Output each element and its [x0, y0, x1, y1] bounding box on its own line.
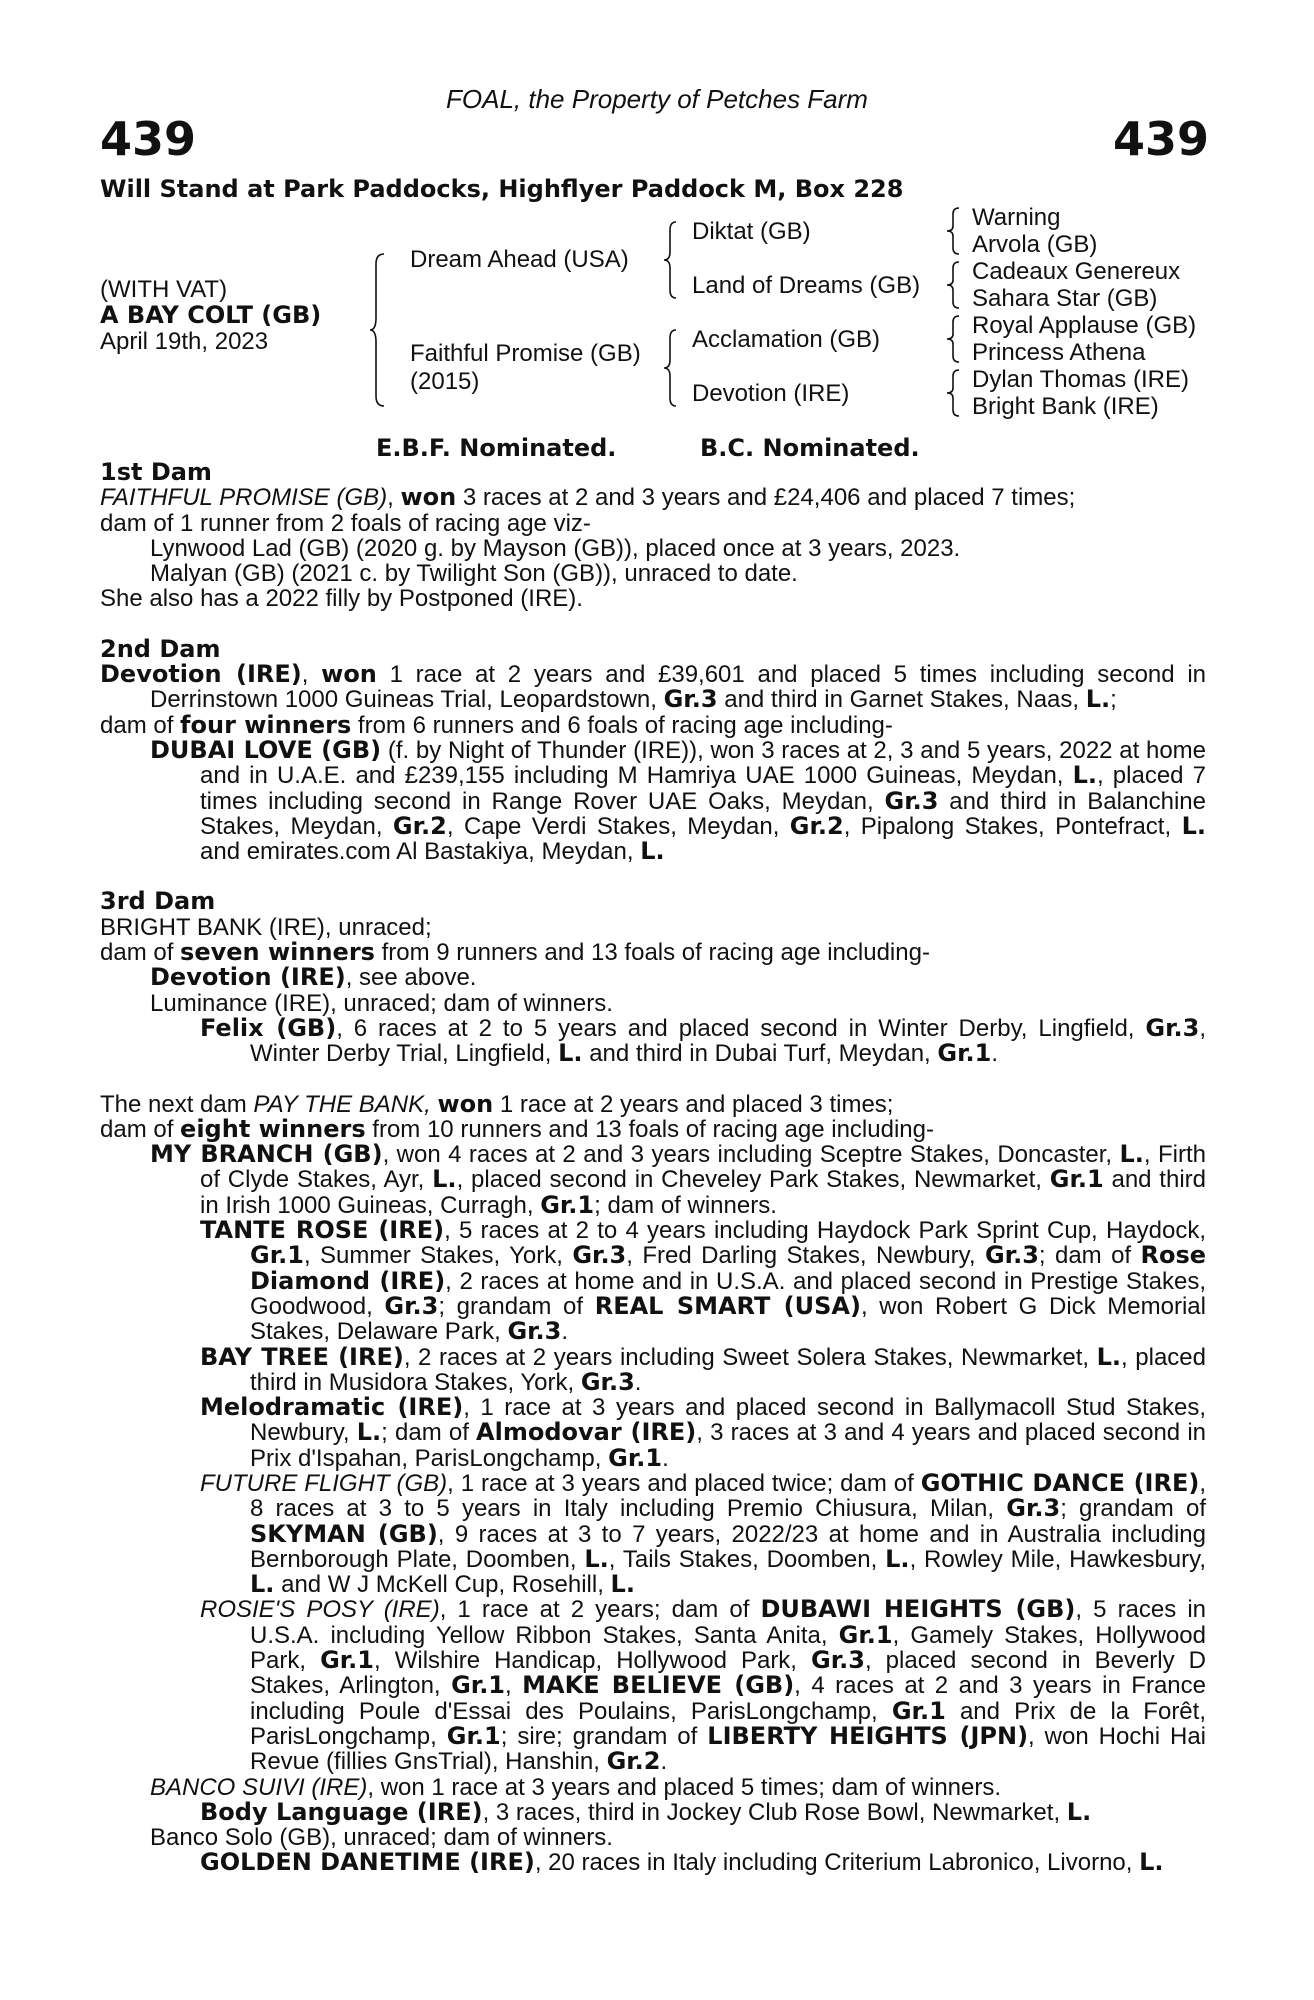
- record-text: dam of: [100, 1115, 181, 1143]
- luminance-entry: Luminance (IRE), unraced; dam of winners.: [150, 989, 613, 1017]
- record-text: , 1 race at 3 years and placed second in Ballymacoll Stud Stakes, Newbury,: [250, 1394, 1207, 1447]
- runner-name: DUBAWI HEIGHTS (GB): [760, 1595, 1076, 1624]
- listed-label: L.: [356, 1418, 382, 1447]
- record-text: , Tails Stakes, Doomben,: [608, 1545, 886, 1573]
- grade-label: Gr.2: [789, 811, 844, 840]
- record-text: dam of: [100, 711, 181, 739]
- listed-label: L.: [1139, 1848, 1164, 1877]
- listed-label: L.: [1085, 685, 1111, 714]
- first-dam-also: She also has a 2022 filly by Postponed (IRE).: [100, 585, 583, 613]
- record-text: .: [991, 1040, 998, 1068]
- grade-label: Gr.1: [250, 1241, 304, 1270]
- gp-sdd: Sahara Star (GB): [972, 285, 1158, 312]
- record-text: from 9 runners and 13 foals of racing age including-: [374, 939, 930, 967]
- won-label: won: [400, 483, 457, 512]
- record-text: .: [660, 1748, 668, 1776]
- gp-sds: Cadeaux Genereux: [972, 258, 1181, 285]
- vat-note: (WITH VAT): [100, 276, 228, 303]
- record-text: , 4 races at 2 and 3 years in France including Poule d'Essai des Poulains, ParisLongchamp,: [250, 1672, 1207, 1725]
- record-text: , placed second in Beverly D Stakes, Arlington,: [250, 1647, 1206, 1700]
- gp-brace-2: [945, 258, 963, 312]
- dam-brace: [662, 326, 682, 410]
- third-dam-heading: 3rd Dam: [100, 887, 216, 916]
- runner-name: BAY TREE (IRE): [200, 1342, 404, 1371]
- grade-label: Gr.1: [608, 1443, 663, 1472]
- record-text: , placed second in Cheveley Park Stakes, Newmarket,: [456, 1166, 1050, 1194]
- record-text: , 9 races at 3 to 7 years, 2022/23 at home and in Australia including Bernborough Plate, Doomben,: [250, 1520, 1207, 1573]
- listed-label: L.: [432, 1165, 457, 1194]
- grade-label: Gr.3: [884, 786, 939, 815]
- record-text: , won 1 race at 3 years and placed 5 times; dam of winners.: [367, 1773, 1002, 1801]
- grade-label: Gr.2: [392, 811, 447, 840]
- gp-sss: Warning: [972, 204, 1061, 231]
- record-text: and W J McKell Cup, Rosehill,: [274, 1571, 611, 1599]
- listed-label: L.: [1066, 1797, 1092, 1826]
- sire-name: Dream Ahead (USA): [410, 246, 629, 273]
- ebf-nomination: E.B.F. Nominated.: [376, 434, 617, 462]
- grade-label: Gr.3: [811, 1646, 865, 1675]
- grade-label: Gr.1: [838, 1620, 893, 1649]
- record-text: ; sire; grandam of: [500, 1722, 708, 1750]
- rosies-posy-entry: [100, 1597, 1206, 1774]
- runner-name: TANTE ROSE (IRE): [200, 1216, 445, 1245]
- pedigree-brace-main: [368, 250, 390, 410]
- grade-label: Gr.1: [540, 1190, 595, 1219]
- runner-name: BANCO SUIVI (IRE): [150, 1773, 368, 1801]
- record-text: , Wilshire Handicap, Hollywood Park,: [374, 1647, 812, 1675]
- dam-dam: Devotion (IRE): [692, 380, 850, 407]
- record-text: , 5 races in U.S.A. including Yellow Ribbon Stakes, Santa Anita,: [250, 1596, 1207, 1649]
- record-text: ;: [1110, 686, 1117, 714]
- bay-tree-entry: [100, 1342, 1206, 1396]
- record-text: , won Robert G Dick Memorial Stakes, Delaware Park,: [250, 1292, 1206, 1346]
- record-text: dam of: [100, 939, 181, 967]
- listed-label: L.: [640, 837, 665, 866]
- record-text: and emirates.com Al Bastakiya, Meydan,: [200, 838, 641, 866]
- dubai-love-entry: [100, 735, 1207, 866]
- record-text: and third in Garnet Stakes, Naas,: [717, 686, 1086, 714]
- listed-label: L.: [584, 1544, 609, 1573]
- record-text: 1 race at 2 years and placed 3 times;: [493, 1090, 894, 1118]
- my-branch-entry: [100, 1142, 1206, 1218]
- third-dam-line: BRIGHT BANK (IRE), unraced;: [100, 913, 432, 941]
- winners-count: eight winners: [180, 1114, 366, 1143]
- record-text: and third in Dubai Turf, Meydan,: [582, 1040, 938, 1068]
- banco-solo-entry: Banco Solo (GB), unraced; dam of winners.: [150, 1824, 613, 1852]
- runner-name: DUBAI LOVE (GB): [150, 735, 382, 764]
- bc-nomination: B.C. Nominated.: [700, 434, 920, 462]
- grade-label: Gr.3: [580, 1367, 635, 1396]
- record-text: , Fred Darling Stakes, Newbury,: [626, 1242, 985, 1270]
- next-dam-name: PAY THE BANK,: [253, 1090, 431, 1118]
- sire-sire: Diktat (GB): [692, 218, 811, 245]
- record-text: (f. by Night of Thunder (IRE)), won 3 races at 2, 3 and 5 years, 2022 at home and in U.A.E. and £239,155 including M Hamriya UAE 1000 Guineas, Meydan,: [200, 736, 1207, 790]
- runner-name: GOTHIC DANCE (IRE): [920, 1468, 1200, 1497]
- lot-number-left: 439: [100, 112, 197, 166]
- listed-label: L.: [1072, 761, 1098, 790]
- record-text: , 8 races at 3 to 5 years in Italy including Premio Chiusura, Milan,: [250, 1469, 1206, 1523]
- record-text: , Rowley Mile, Hawkesbury,: [909, 1545, 1207, 1573]
- listed-label: L.: [250, 1570, 275, 1599]
- catalogue-header: FOAL, the Property of Petches Farm: [446, 84, 868, 114]
- melodramatic-entry: [100, 1395, 1206, 1471]
- record-text: ; dam of winners.: [594, 1191, 777, 1219]
- winners-count: four winners: [180, 710, 352, 739]
- dam-year: (2015): [410, 368, 480, 395]
- grade-label: Gr.1: [451, 1671, 506, 1700]
- winners-count: seven winners: [180, 938, 375, 967]
- future-flight-entry: [100, 1468, 1207, 1599]
- record-text: .: [634, 1368, 642, 1396]
- felix-entry: [100, 1013, 1206, 1068]
- record-text: ; grandam of: [438, 1292, 595, 1320]
- gp-ssd: Arvola (GB): [972, 231, 1098, 258]
- record-text: , 1 race at 3 years and placed twice; dam of: [447, 1469, 921, 1497]
- runner-name: Almodovar (IRE): [476, 1418, 697, 1447]
- record-text: , 2 races at home and in U.S.A. and placed second in Prestige Stakes, Goodwood,: [250, 1267, 1207, 1320]
- record-text: , won 4 races at 2 and 3 years including Sceptre Stakes, Doncaster,: [382, 1141, 1120, 1169]
- record-text: , 2 races at 2 years including Sweet Solera Stakes, Newmarket,: [403, 1343, 1097, 1371]
- record-text: , 5 races at 2 to 4 years including Haydock Park Sprint Cup, Haydock,: [444, 1217, 1206, 1245]
- next-dam-produce: [100, 1114, 1206, 1143]
- runner-name: Rose Diamond (IRE): [250, 1241, 1207, 1295]
- runner-name: SKYMAN (GB): [250, 1519, 438, 1548]
- grade-label: Gr.3: [663, 685, 718, 714]
- record-text: from 6 runners and 6 foals of racing age including-: [351, 711, 893, 739]
- first-dam-record-text: 3 races at 2 and 3 years and £24,406 and placed 7 times;: [456, 484, 1076, 512]
- runner-name: Devotion (IRE): [150, 963, 346, 992]
- grade-label: Gr.1: [891, 1696, 946, 1725]
- record-text: .: [561, 1318, 569, 1346]
- runner-name: Body Language (IRE): [200, 1797, 483, 1826]
- record-text: , won Hochi Hai Revue (fillies GnsTrial), Hanshin,: [250, 1722, 1206, 1776]
- catalogue-page-body: [100, 460, 1206, 1876]
- record-text: , Gamely Stakes, Hollywood Park,: [250, 1621, 1207, 1675]
- body-language-entry: [100, 1797, 1206, 1826]
- record-text: from 10 runners and 13 foals of racing age including-: [365, 1115, 934, 1143]
- record-text: , placed 7 times including second in Range Rover UAE Oaks, Meydan,: [200, 762, 1206, 815]
- record-text: , Cape Verdi Stakes, Meydan,: [446, 812, 790, 840]
- first-dam-record: FAITHFUL PROMISE (GB), won 3 races at 2 and 3 years and £24,406 and placed 7 times;: [100, 483, 1076, 512]
- golden-danetime-entry: [100, 1850, 1206, 1875]
- runner-name: MY BRANCH (GB): [150, 1140, 383, 1169]
- record-text: and Prix de la Forêt, ParisLongchamp,: [250, 1697, 1206, 1750]
- record-text: , Pipalong Stakes, Pontefract,: [843, 812, 1182, 840]
- record-text: ; dam of: [381, 1419, 477, 1447]
- record-text: , Winter Derby Trial, Lingfield,: [250, 1014, 1206, 1068]
- second-dam-name: Devotion (IRE): [100, 660, 302, 689]
- listed-label: L.: [1181, 811, 1206, 840]
- grade-label: Gr.3: [507, 1317, 562, 1346]
- grade-label: Gr.1: [446, 1721, 501, 1750]
- runner-name: ROSIE'S POSY (IRE): [200, 1596, 440, 1624]
- won-label: won: [437, 1089, 494, 1118]
- second-dam-heading: 2nd Dam: [100, 634, 221, 663]
- gp-ddd: Bright Bank (IRE): [972, 393, 1159, 420]
- record-text: , Summer Stakes, York,: [303, 1242, 573, 1270]
- runner-name: LIBERTY HEIGHTS (JPN): [707, 1721, 1029, 1750]
- grade-label: Gr.1: [320, 1646, 374, 1675]
- tante-rose-entry: [100, 1218, 1206, 1344]
- won-label: won: [321, 660, 377, 689]
- first-dam-heading: 1st Dam: [100, 458, 212, 486]
- listed-label: L.: [1096, 1342, 1122, 1371]
- grade-label: Gr.3: [1145, 1013, 1200, 1042]
- dam-name: Faithful Promise (GB): [410, 340, 641, 367]
- gp-dss: Royal Applause (GB): [972, 312, 1197, 339]
- record-text: , placed third in Musidora Stakes, York,: [250, 1343, 1206, 1396]
- gp-dsd: Princess Athena: [972, 339, 1146, 366]
- runner-name: Melodramatic (IRE): [200, 1393, 464, 1422]
- banco-suivi-entry: [100, 1775, 1206, 1800]
- record-text: , 6 races at 2 to 5 years and placed second in Winter Derby, Lingfield,: [336, 1014, 1146, 1042]
- grade-label: Gr.3: [984, 1241, 1039, 1270]
- runner-name: GOLDEN DANETIME (IRE): [200, 1848, 535, 1877]
- record-text: ; dam of: [1038, 1242, 1141, 1270]
- gp-brace-1: [945, 204, 963, 258]
- dam-sire: Acclamation (GB): [692, 326, 881, 353]
- listed-label: L.: [558, 1039, 583, 1068]
- record-text: ,: [505, 1672, 523, 1700]
- foaling-date: April 19th, 2023: [100, 328, 269, 355]
- record-text: , 3 races at 3 and 4 years and placed second in Prix d'Ispahan, ParisLongchamp,: [250, 1419, 1206, 1472]
- record-text: , 1 race at 2 years; dam of: [439, 1596, 761, 1624]
- devotion-entry: [100, 965, 1206, 990]
- second-dam-record: Devotion (IRE), won 1 race at 2 years and £39,601 and placed 5 times including second in Derrinstown 1000 Guineas Trial, Leopardstown, Gr.3 and third in Garnet Stakes, Naas, L.;: [100, 660, 1206, 714]
- record-text: .: [662, 1444, 669, 1472]
- second-dam-produce: [100, 710, 1206, 739]
- sire-brace: [662, 218, 682, 302]
- grade-label: Gr.3: [384, 1291, 439, 1320]
- lot-number-right: 439: [1112, 112, 1209, 166]
- sire-dam: Land of Dreams (GB): [692, 272, 921, 299]
- runner-name: FUTURE FLIGHT (GB): [200, 1469, 448, 1497]
- runner-name: MAKE BELIEVE (GB): [522, 1671, 795, 1700]
- first-dam-produce: dam of 1 runner from 2 foals of racing age viz-: [100, 509, 591, 537]
- runner-name: REAL SMART (USA): [594, 1291, 861, 1320]
- record-text: and third in Balanchine Stakes, Meydan,: [200, 787, 1206, 840]
- grade-label: Gr.1: [937, 1039, 992, 1068]
- first-dam-foal-1: Lynwood Lad (GB) (2020 g. by Mayson (GB)), placed once at 3 years, 2023.: [150, 534, 961, 562]
- next-dam-record: [100, 1089, 1206, 1118]
- record-text: , 3 races, third in Jockey Club Rose Bowl, Newmarket,: [482, 1798, 1067, 1826]
- first-dam-name: FAITHFUL PROMISE (GB): [100, 484, 388, 512]
- record-text: , see above.: [345, 964, 477, 992]
- grade-label: Gr.2: [606, 1747, 661, 1776]
- record-text: 1 race at 2 years and £39,601 and placed 5 times including second in Derrinstown 1000 Guineas Trial, Leopardstown,: [150, 661, 1206, 714]
- third-dam-produce: [100, 940, 1206, 965]
- gp-brace-4: [945, 366, 963, 420]
- grade-label: Gr.3: [1006, 1494, 1061, 1523]
- horse-name: A BAY COLT (GB): [100, 301, 322, 329]
- runner-name: Felix (GB): [200, 1013, 337, 1042]
- stand-location: Will Stand at Park Paddocks, Highflyer Paddock M, Box 228: [100, 175, 904, 203]
- gp-brace-3: [945, 312, 963, 366]
- record-text: and third in Irish 1000 Guineas, Curragh,: [200, 1166, 1206, 1219]
- listed-label: L.: [610, 1570, 635, 1599]
- listed-label: L.: [885, 1544, 910, 1573]
- record-text: , 20 races in Italy including Criterium Labronico, Livorno,: [534, 1849, 1140, 1877]
- gp-dds: Dylan Thomas (IRE): [972, 366, 1189, 393]
- listed-label: L.: [1119, 1140, 1144, 1169]
- record-text: The next dam: [100, 1090, 254, 1118]
- record-text: , Firth of Clyde Stakes, Ayr,: [200, 1141, 1206, 1194]
- grade-label: Gr.1: [1049, 1165, 1104, 1194]
- first-dam-foal-2: Malyan (GB) (2021 c. by Twilight Son (GB)), unraced to date.: [150, 560, 798, 588]
- grade-label: Gr.3: [572, 1241, 627, 1270]
- record-text: ; grandam of: [1060, 1495, 1206, 1523]
